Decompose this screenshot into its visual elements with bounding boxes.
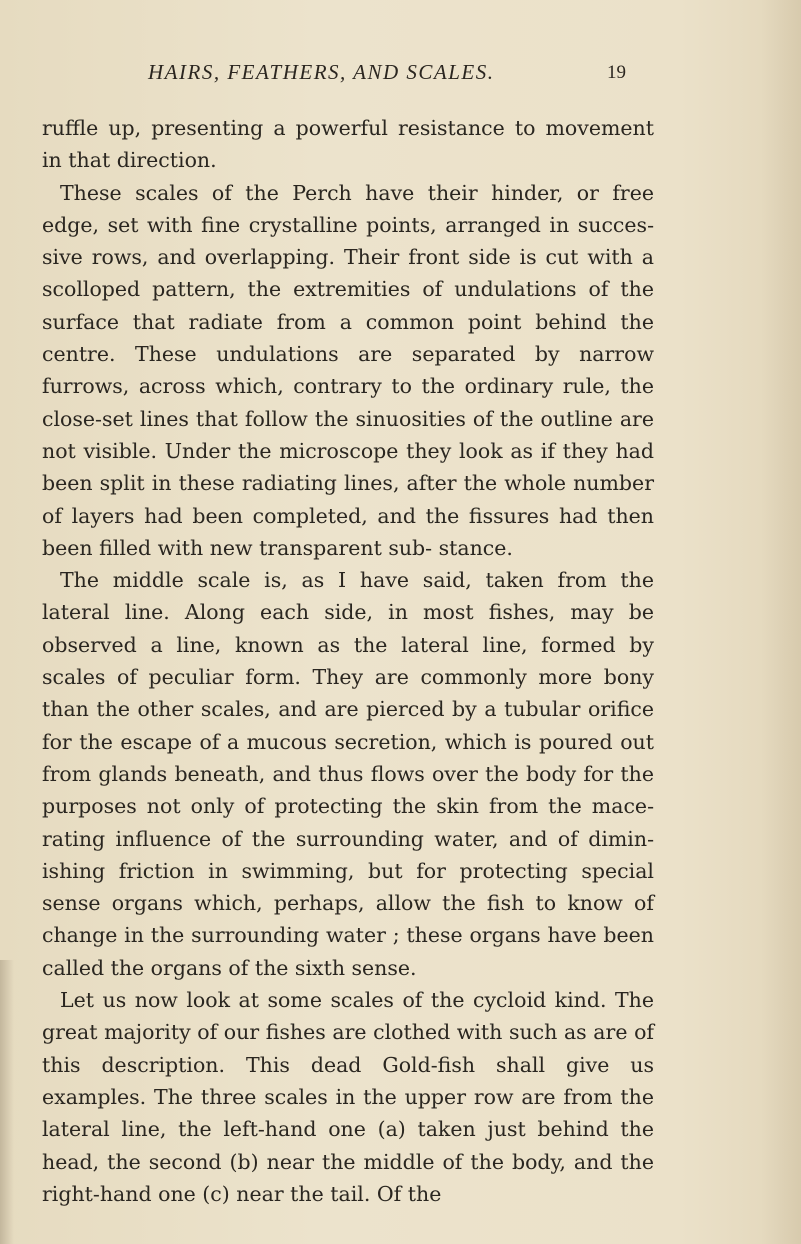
paragraph: Let us now look at some scales of the cycloid kind. The great majority of our fishes are clothed with such as are of this description. This dead Gold-fish shall give us examples. The three scales in the upper row are from the lateral line, the left-hand one (a) taken just behind the head, the second (b) near the middle of the body, and the right-hand one (c) near the tail. Of the bbox=[42, 988, 654, 1206]
paragraph: The middle scale is, as I have said, taken from the lateral line. Along each side, in most fishes, may be observed a line, known as the lateral line, formed by scales of peculiar form. They are commonly more bony than the other scales, and are pierced by a tubular orifice for the escape of a mucous secretion, which is poured out from glands beneath, and thus flows over the body for the purposes not only of protecting the skin from the mace- rating influence of the surrounding water, and of dimin- ishing friction in swimming, but for protecting special sense organs which, perhaps, allow the fish to know of change in the surrounding water ; these organs have been called the organs of the sixth sense. bbox=[42, 568, 654, 980]
paragraph: ruffle up, presenting a powerful resistance to movement in that direction. bbox=[42, 116, 654, 173]
binding-shadow bbox=[0, 960, 14, 1244]
page-edge-shadow bbox=[761, 0, 801, 1244]
page-number: 19 bbox=[607, 62, 626, 83]
paragraph: These scales of the Perch have their hinder, or free edge, set with fine crystalline points, arranged in succes- sive rows, and overlapping. Their front side is cut with a scolloped pattern, the extremities of undulations of the surface that radiate from a common point behind the centre. These undulations are separated by narrow furrows, across which, contrary to the ordinary rule, the close-set lines that follow the sinuosities of the outline are not visible. Under the microscope they look as if they had been split in these radiating lines, after the whole number of layers had been completed, and the fissures had then been filled with new transparent sub- stance. bbox=[42, 180, 654, 560]
body-text bbox=[42, 112, 654, 1210]
running-head: HAIRS, FEATHERS, AND SCALES. bbox=[148, 60, 495, 84]
